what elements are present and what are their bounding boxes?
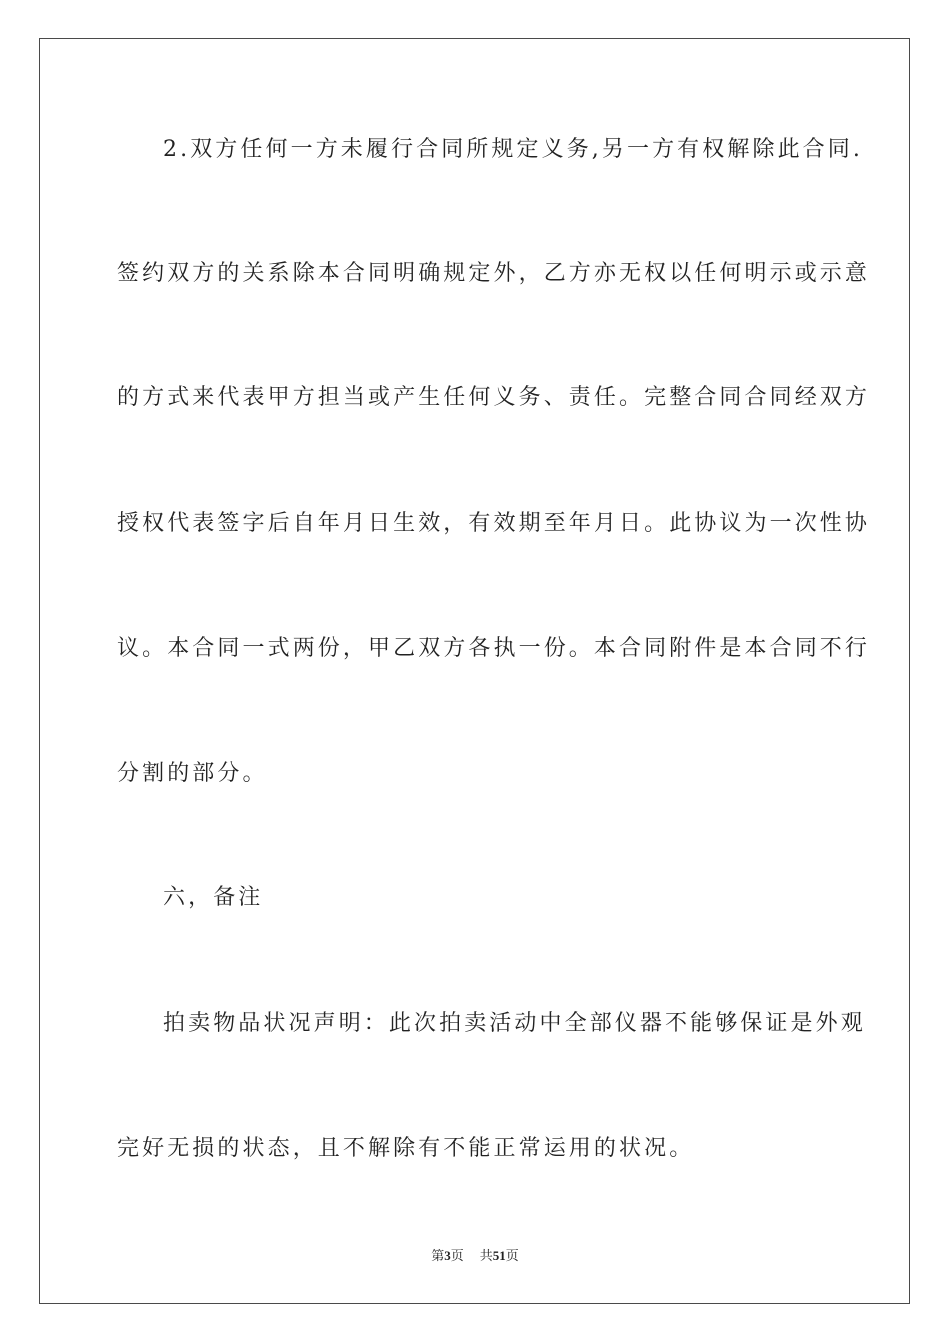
footer-total-prefix: 共	[479, 1248, 493, 1263]
footer-page-number: 3	[444, 1248, 451, 1263]
paragraph-line: 签约双方的关系除本合同明确规定外，乙方亦无权以任何明示或示意	[117, 261, 871, 286]
footer-page-prefix: 第	[431, 1248, 445, 1263]
paragraph-line: 议。本合同一式两份，甲乙双方各执一份。本合同附件是本合同不行	[117, 636, 871, 661]
paragraph-line: 拍卖物品状况声明：此次拍卖活动中全部仪器不能够保证是外观	[163, 1011, 866, 1036]
footer-total-pages: 51	[492, 1248, 506, 1263]
page-border	[39, 38, 910, 1304]
footer-page-suffix: 页	[450, 1248, 464, 1263]
section-heading: 六，备注	[163, 885, 264, 910]
paragraph-line: 2.双方任何一方未履行合同所规定义务,另一方有权解除此合同.	[163, 137, 863, 162]
paragraph-line: 授权代表签字后自年月日生效，有效期至年月日。此协议为一次性协	[117, 511, 871, 536]
footer-total-suffix: 页	[505, 1248, 519, 1263]
paragraph-line: 的方式来代表甲方担当或产生任何义务、责任。完整合同合同经双方	[117, 385, 871, 410]
page-footer	[0, 1246, 950, 1266]
paragraph-line: 分割的部分。	[117, 761, 268, 786]
paragraph-line: 完好无损的状态，且不解除有不能正常运用的状况。	[117, 1136, 695, 1161]
